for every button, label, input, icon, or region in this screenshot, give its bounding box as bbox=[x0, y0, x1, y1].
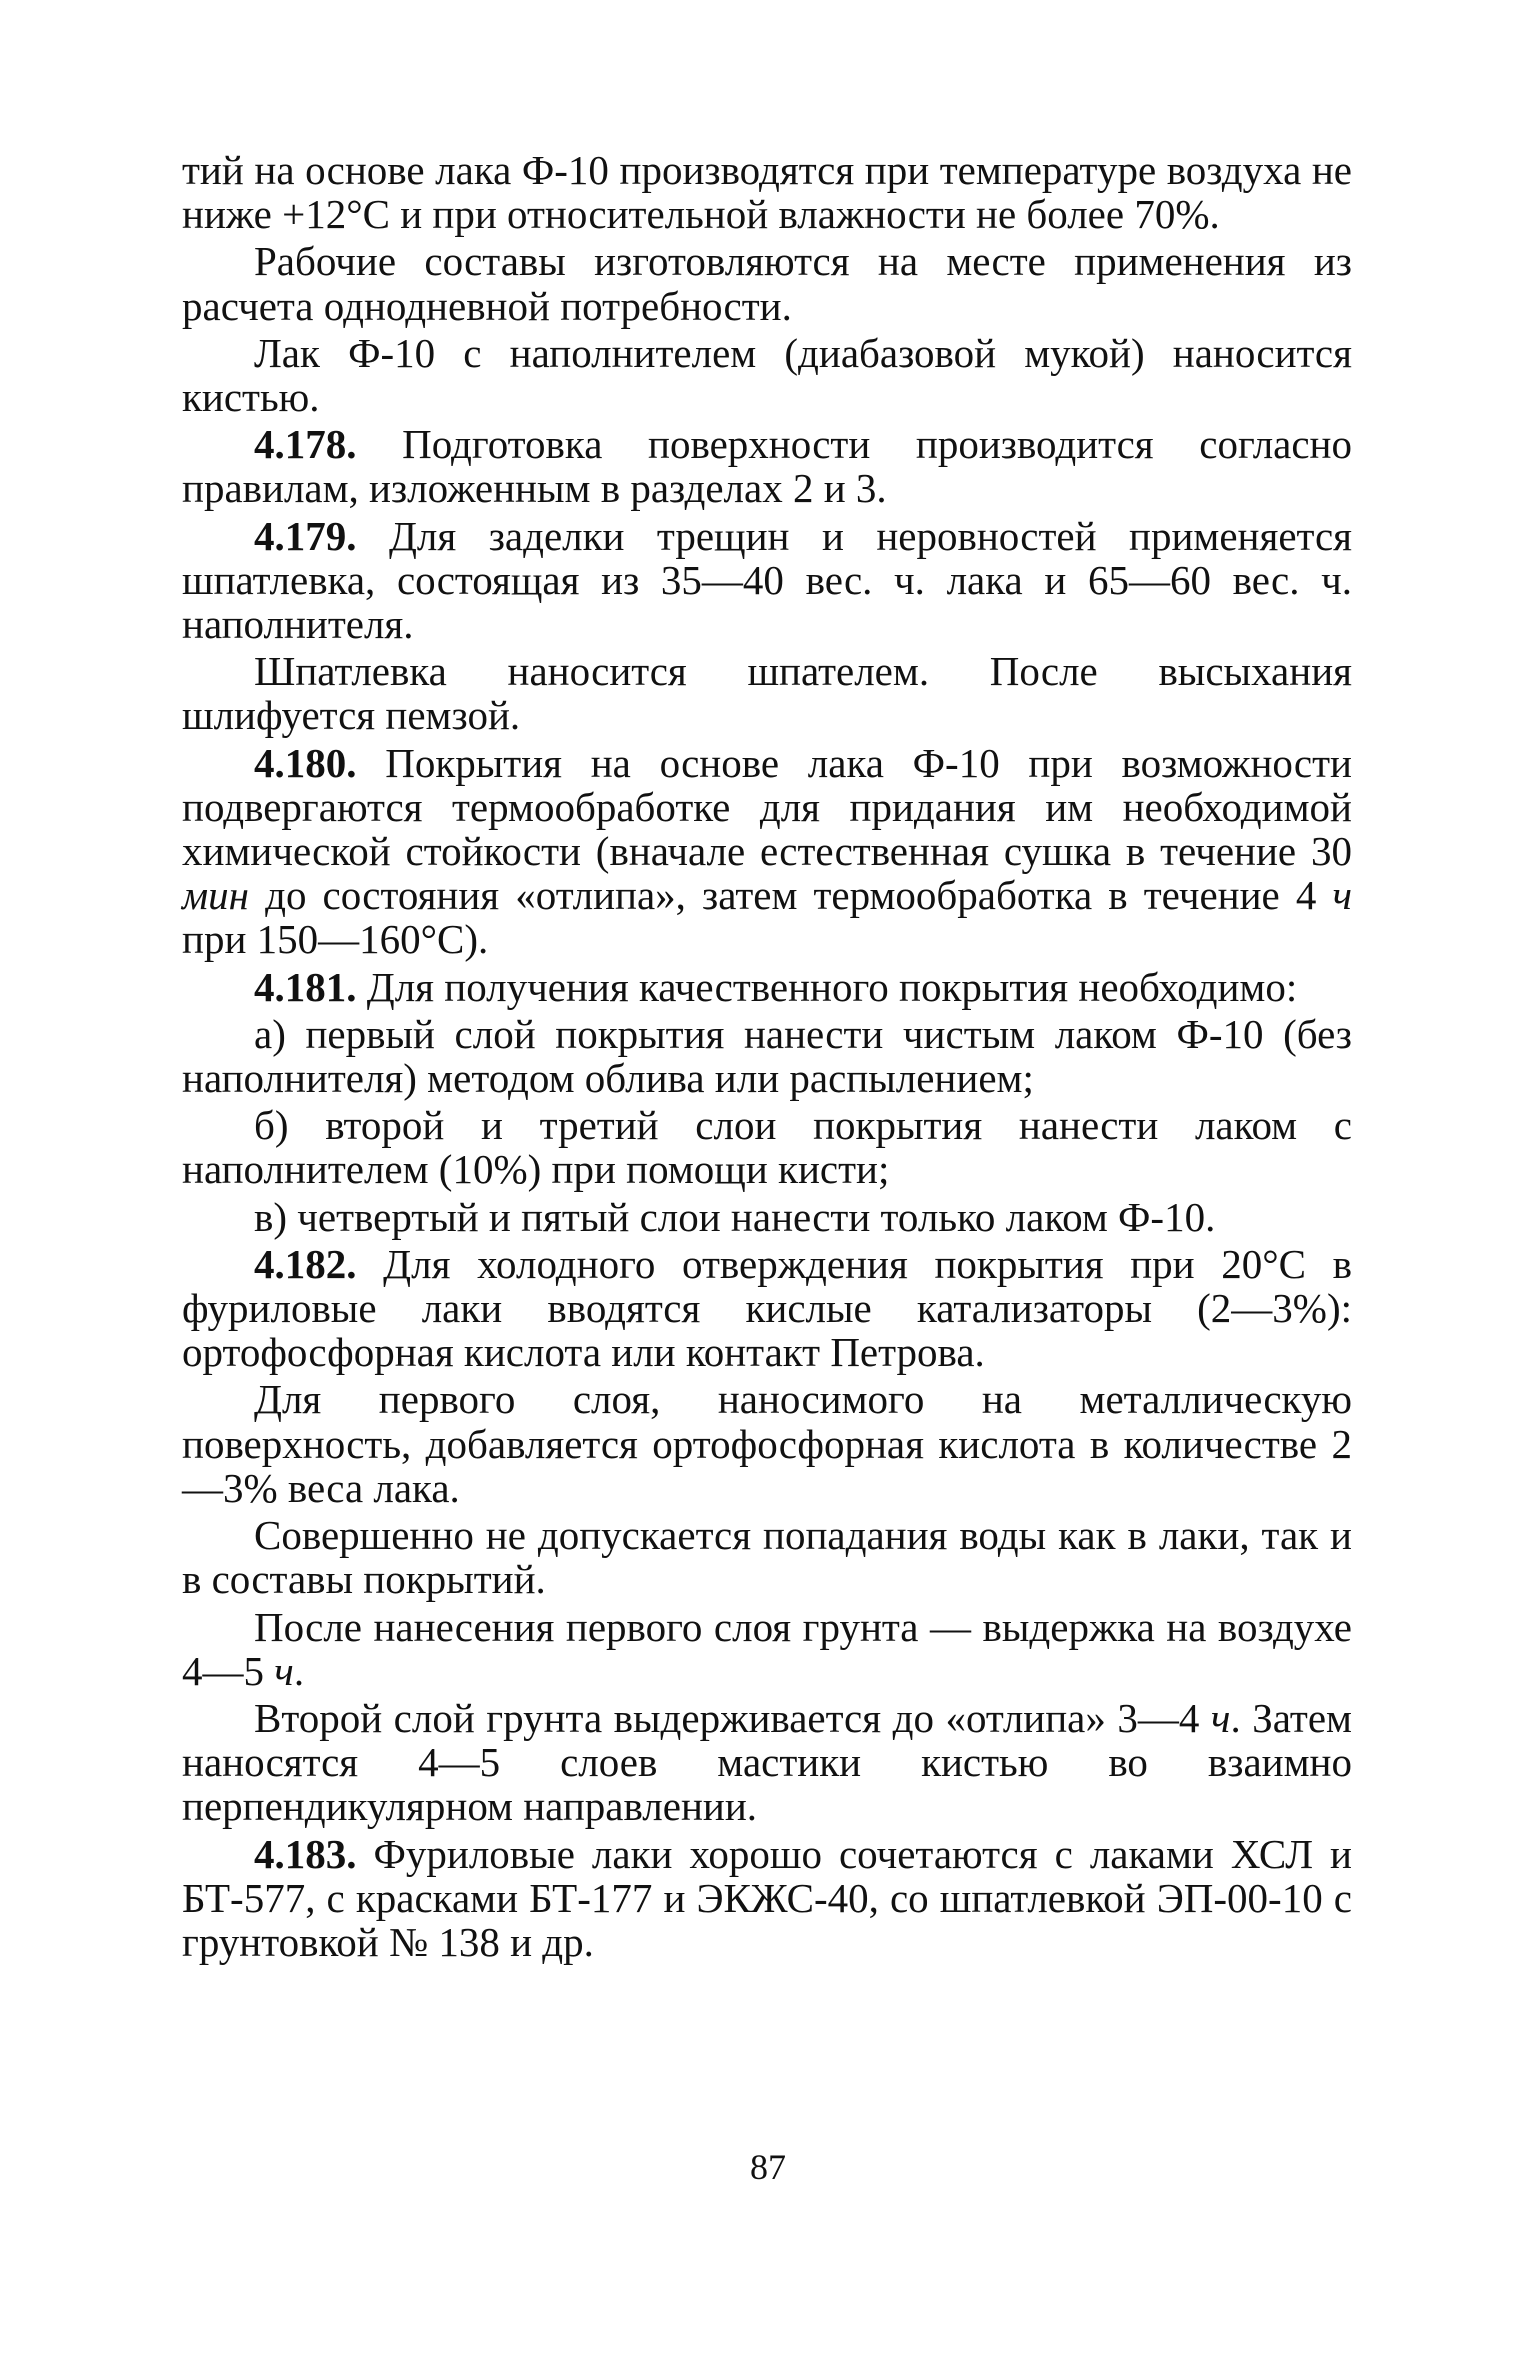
section-number: 4.180. bbox=[254, 739, 357, 786]
paragraph: Второй слой грунта выдерживается до «отлипа» 3—4 ч. Затем наносятся 4—5 слоев мастики кистью во взаимно перпендикулярном направлении. bbox=[182, 1694, 1352, 1830]
section-number: 4.182. bbox=[254, 1240, 357, 1287]
section-number: 4.181. bbox=[254, 963, 357, 1010]
paragraph: После нанесения первого слоя грунта — выдержка на воздухе 4—5 ч. bbox=[182, 1603, 1352, 1694]
paragraph-4-181: 4.181. Для получения качественного покрытия необходимо: bbox=[254, 963, 1298, 1010]
page-number: 87 bbox=[750, 2147, 786, 2187]
section-number: 4.178. bbox=[254, 421, 357, 468]
paragraph-continuation: тий на основе лака Ф-10 производятся при температуре воздуха не ниже +12°С и при относительной влажности не более 70%. bbox=[182, 147, 1352, 238]
paragraph-4-180: 4.180. Покрытия на основе лака Ф-10 при возможности подвергаются термообработке для придания им необходимой химической стойкости (вначале естественная сушка в течение 30 мин до состояния «отлипа», затем термообработка в течение 4 ч при 150—160°С). bbox=[182, 739, 1352, 963]
body-text bbox=[182, 148, 1352, 1964]
list-item-a: а) первый слой покрытия нанести чистым лаком Ф-10 (без наполнителя) методом облива или распылением; bbox=[182, 1010, 1352, 1102]
paragraph: Для первого слоя, наносимого на металлическую поверхность, добавляется ортофосфорная кислота в количестве 2—3% веса лака. bbox=[182, 1376, 1352, 1511]
paragraph-4-182: 4.182. Для холодного отверждения покрытия при 20°С в фуриловые лаки вводятся кислые катализаторы (2—3%): ортофосфорная кислота или контакт Петрова. bbox=[182, 1240, 1353, 1376]
paragraph-4-178: 4.178. Подготовка поверхности производится согласно правилам, изложенным в разделах 2 и 3. bbox=[182, 421, 1352, 512]
list-item-c: в) четвертый и пятый слои нанести только лаком Ф-10. bbox=[254, 1193, 1216, 1240]
section-number: 4.179. bbox=[254, 512, 357, 559]
paragraph: Рабочие составы изготовляются на месте применения из расчета однодневной потребности. bbox=[182, 238, 1352, 329]
paragraph-4-179: 4.179. Для заделки трещин и неровностей применяется шпатлевка, состоящая из 35—40 вес. ч. лака и 65—60 вес. ч. наполнителя. bbox=[182, 512, 1352, 648]
paragraph: Шпатлевка наносится шпателем. После высыхания шлифуется пемзой. bbox=[182, 648, 1352, 739]
paragraph: Лак Ф-10 с наполнителем (диабазовой мукой) наносится кистью. bbox=[182, 329, 1352, 421]
section-number: 4.183. bbox=[254, 1830, 357, 1877]
paragraph-4-183: 4.183. Фуриловые лаки хорошо сочетаются с лаками ХСЛ и БТ-577, с красками БТ-177 и ЭКЖС-40, со шпатлевкой ЭП-00-10 с грунтовкой № 138 и др. bbox=[182, 1830, 1353, 1965]
paragraph: Совершенно не допускается попадания воды как в лаки, так и в составы покрытий. bbox=[182, 1512, 1352, 1603]
list-item-b: б) второй и третий слои покрытия нанести лаком с наполнителем (10%) при помощи кисти; bbox=[182, 1102, 1352, 1193]
